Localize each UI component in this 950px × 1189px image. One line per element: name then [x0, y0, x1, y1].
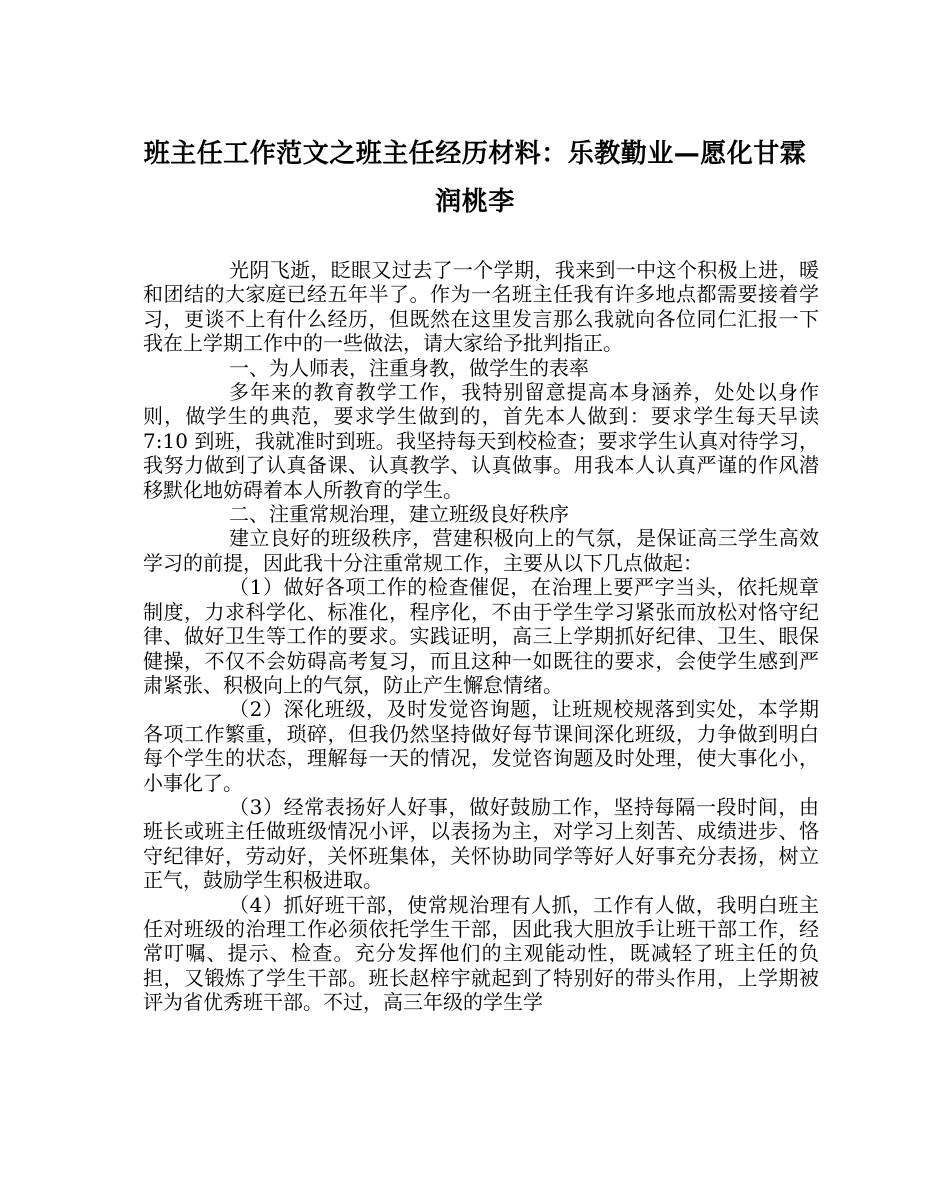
section-heading-2: 二、注重常规治理，建立班级良好秩序 [229, 502, 569, 527]
document-title: 班主任工作范文之班主任经历材料：乐教勤业—愿化甘霖润桃李 [143, 139, 807, 217]
list-item-2: （2）深化班级，及时发觉咨询题，让班规校规落到实处，本学期各项工作繁重，琐碎，但我仍然坚持做好每节课间深化班级，力争做到明白每个学生的状态，理解每一天的情况，发觉咨询题及时处理，使大事化小，小事化了。 [143, 697, 819, 795]
paragraph-section-2: 建立良好的班级秩序，营建积极向上的气氛，是保证高三学生高效学习的前提，因此我十分注重常规工作，主要从以下几点做起： [143, 526, 819, 575]
list-item-3: （3）经常表扬好人好事，做好鼓励工作，坚持每隔一段时间，由班长或班主任做班级情况小评，以表扬为主，对学习上刻苦、成绩进步、恪守纪律好，劳动好，关怀班集体，关怀协助同学等好人好事充分表扬，树立正气，鼓励学生积极进取。 [143, 794, 819, 893]
list-item-4: （4）抓好班干部，使常规治理有人抓，工作有人做，我明白班主任对班级的治理工作必须依托学生干部，因此我大胆放手让班干部工作，经常叮嘱、提示、检查。充分发挥他们的主观能动性，既减轻了班主任的负担，又锻炼了学生干部。班长赵梓宇就起到了特别好的带头作用，上学期被评为省优秀班干部。不过，高三年级的学生学 [143, 892, 819, 1015]
paragraph-section-1: 多年来的教育教学工作，我特别留意提高本身涵养，处处以身作则，做学生的典范，要求学生做到的，首先本人做到：要求学生每天早读 7:10 到班，我就准时到班。我坚持每天到校检查；要求学生认真对待学习，我努力做到了认真备课、认真教学、认真做事。用我本人认真严谨的作风潜移默化地妨碍着本人所教育的学生。 [143, 380, 819, 502]
document-body [143, 258, 819, 1015]
paragraph-intro: 光阴飞逝，眨眼又过去了一个学期，我来到一中这个积极上进，暖和团结的大家庭已经五年半了。作为一名班主任我有许多地点都需要接着学习，更谈不上有什么经历，但既然在这里发言那么我就向各位同仁汇报一下我在上学期工作中的一些做法，请大家给予批判指正。 [143, 258, 819, 356]
section-heading-1: 一、为人师表，注重身教，做学生的表率 [229, 355, 589, 380]
list-item-1: （1）做好各项工作的检查催促，在治理上要严字当头，依托规章制度，力求科学化、标准化，程序化，不由于学生学习紧张而放松对恪守纪律、做好卫生等工作的要求。实践证明，高三上学期抓好纪律、卫生、眼保健操，不仅不会妨碍高考复习，而且这种一如既往的要求，会使学生感到严肃紧张、积极向上的气氛，防止产生懈怠情绪。 [143, 575, 819, 697]
